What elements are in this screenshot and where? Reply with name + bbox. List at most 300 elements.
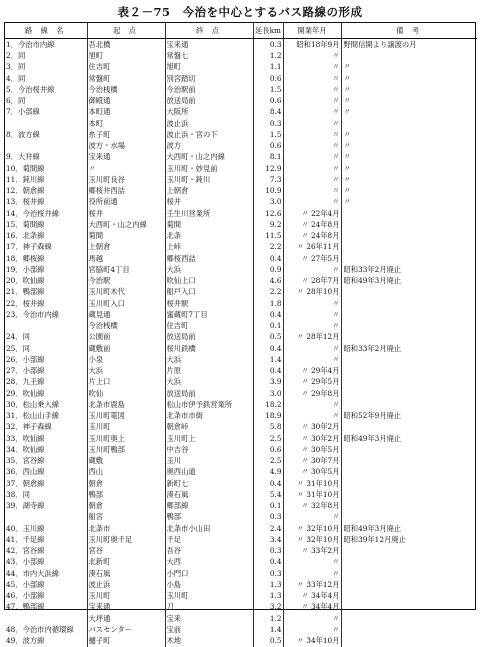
note-cell — [341, 365, 477, 376]
table-row — [5, 568, 477, 579]
col-header-start: 起 点 — [87, 23, 165, 39]
opened-cell: 〃 — [283, 264, 341, 275]
table-row — [5, 512, 477, 523]
opened-cell: 〃 24年8月 — [283, 219, 341, 230]
start-point-cell: 玉川町入口 — [87, 298, 165, 309]
opened-cell: 〃 24年8月 — [283, 230, 341, 241]
length-cell: 2.2 — [253, 242, 283, 253]
opened-cell: 〃 — [283, 613, 341, 624]
table-row — [5, 287, 477, 298]
route-name-cell: 35．宮谷線 — [6, 456, 45, 466]
table-row — [5, 264, 477, 275]
length-cell: 0.1 — [253, 500, 283, 511]
start-point-cell: 糸子町 — [87, 129, 165, 140]
table-row — [5, 500, 477, 511]
length-cell: 0.6 — [253, 95, 283, 106]
start-point-cell: 鴨部 — [87, 489, 165, 500]
note-cell — [341, 219, 477, 230]
route-name-cell: 11．鈍川線 — [6, 174, 45, 184]
start-point-cell: 玉川町奥上 — [87, 433, 165, 444]
table-row — [5, 613, 477, 624]
length-cell: 1.5 — [253, 129, 283, 140]
route-name-cell: 46．小部線 — [6, 591, 45, 601]
end-point-cell: 大阪所 — [165, 107, 253, 118]
opened-cell: 〃 — [283, 95, 341, 106]
end-point-cell: 上峠 — [165, 242, 253, 253]
table-row — [5, 489, 477, 500]
route-name-cell: 49．波方線 — [6, 636, 45, 646]
opened-cell: 〃 — [283, 62, 341, 73]
note-cell — [341, 354, 477, 365]
route-name-cell: 7．小部線 — [6, 107, 40, 117]
note-cell — [341, 50, 477, 61]
length-cell: 0.4 — [253, 557, 283, 568]
note-cell — [341, 253, 477, 264]
table-row — [5, 590, 477, 601]
note-cell — [341, 512, 477, 523]
end-point-cell: 波止浜・宮の下 — [165, 129, 253, 140]
route-name-cell — [5, 613, 87, 624]
note-cell — [341, 287, 477, 298]
end-point-cell: 朝倉峠 — [165, 422, 253, 433]
table-row — [5, 523, 477, 534]
table-row — [5, 545, 477, 556]
end-point-cell: 小門口 — [165, 568, 253, 579]
end-point-cell: 北条市小山田 — [165, 523, 253, 534]
end-point-cell: 放送局前 — [165, 95, 253, 106]
start-point-cell: 大坪通 — [87, 613, 165, 624]
end-point-cell: 今治駅前 — [165, 84, 253, 95]
opened-cell: 〃 — [283, 298, 341, 309]
length-cell: 1.2 — [253, 613, 283, 624]
route-name-cell: 6．同 — [6, 96, 26, 106]
opened-cell: 〃 — [283, 185, 341, 196]
route-name-cell: 14．今治桜井線 — [6, 208, 60, 218]
opened-cell: 〃 30年2月 — [283, 433, 341, 444]
start-point-cell: 宮脇町4丁目 — [87, 264, 165, 275]
opened-cell: 〃 31年10月 — [283, 489, 341, 500]
route-name-cell: 10．菊間線 — [6, 163, 45, 173]
start-point-cell: 宝来通 — [87, 152, 165, 163]
opened-cell: 〃 — [283, 163, 341, 174]
start-point-cell: 住吉町 — [87, 62, 165, 73]
route-name-cell: 3．同 — [6, 62, 26, 72]
table-row — [5, 354, 477, 365]
opened-cell: 〃 — [283, 354, 341, 365]
opened-cell: 〃 — [283, 84, 341, 95]
length-cell: 2.5 — [253, 455, 283, 466]
length-cell: 5.8 — [253, 422, 283, 433]
start-point-cell: 本町 — [87, 118, 165, 129]
length-cell: 2.4 — [253, 523, 283, 534]
table-row — [5, 208, 477, 219]
end-point-cell: 宝来通 — [165, 39, 253, 51]
note-cell: 昭和49年3月廃止 — [341, 433, 477, 444]
start-point-cell: 宝来通 — [87, 602, 165, 613]
length-cell: 1.4 — [253, 624, 283, 635]
route-name-cell: 33．吹仙線 — [6, 433, 45, 443]
note-cell: 〃 — [341, 129, 477, 140]
length-cell: 0.4 — [253, 365, 283, 376]
table-row — [5, 118, 477, 129]
start-point-cell: 波止浜 — [87, 579, 165, 590]
length-cell: 18.9 — [253, 410, 283, 421]
note-cell — [341, 422, 477, 433]
length-cell: 2.2 — [253, 287, 283, 298]
note-cell — [341, 557, 477, 568]
route-name-cell: 19．小部線 — [6, 264, 45, 274]
length-cell: 9.2 — [253, 219, 283, 230]
route-name-cell: 36．西山線 — [6, 467, 45, 477]
opened-cell: 〃 — [283, 197, 341, 208]
end-point-cell: 旭町 — [165, 62, 253, 73]
opened-cell: 〃 29年5月 — [283, 377, 341, 388]
start-point-cell: 公園前 — [87, 332, 165, 343]
length-cell: 4.6 — [253, 275, 283, 286]
route-name-cell — [5, 512, 87, 523]
start-point-cell: 玉川町鴨部 — [87, 444, 165, 455]
length-cell: 0.4 — [253, 309, 283, 320]
end-point-cell: 波方 — [165, 140, 253, 151]
opened-cell: 〃 — [283, 174, 341, 185]
route-name-cell: 4．同 — [6, 73, 26, 83]
note-cell — [341, 444, 477, 455]
table-row — [5, 410, 477, 421]
end-point-cell: 船戸入口 — [165, 287, 253, 298]
table-row — [5, 84, 477, 95]
end-point-cell: 湊石風 — [165, 489, 253, 500]
end-point-cell: 壬生川営業所 — [165, 208, 253, 219]
start-point-cell: 桜井 — [87, 208, 165, 219]
end-point-cell: 中吉谷 — [165, 444, 253, 455]
table-row — [5, 95, 477, 106]
start-point-cell: 今治駅 — [87, 275, 165, 286]
start-point-cell: 宮谷 — [87, 545, 165, 556]
opened-cell: 〃 — [283, 320, 341, 331]
end-point-cell: 新町七 — [165, 478, 253, 489]
table-row — [5, 635, 477, 646]
note-cell: 〃 — [341, 140, 477, 151]
end-point-cell: 木地 — [165, 635, 253, 646]
end-point-cell: 玉川町 — [165, 590, 253, 601]
start-point-cell: 北新町 — [87, 557, 165, 568]
col-header-opened: 開業年月 — [283, 23, 341, 39]
note-cell: 昭和52年9月廃止 — [341, 410, 477, 421]
length-cell: 0.6 — [253, 73, 283, 84]
end-point-cell: 大浜 — [165, 377, 253, 388]
route-name-cell: 44．市内大浜線 — [6, 568, 60, 578]
route-name-cell: 22．桜井線 — [6, 298, 45, 308]
end-point-cell: 松山市伊予鉄営業所 — [165, 399, 253, 410]
table-row — [5, 579, 477, 590]
length-cell: 3.0 — [253, 388, 283, 399]
opened-cell: 〃 — [283, 343, 341, 354]
note-cell — [341, 332, 477, 343]
note-cell — [341, 568, 477, 579]
opened-cell: 〃 — [283, 107, 341, 118]
note-cell: 〃 — [341, 152, 477, 163]
end-point-cell: 波止浜 — [165, 118, 253, 129]
route-name-cell: 30．松山乗入線 — [6, 399, 60, 409]
end-point-cell: 放送局前 — [165, 332, 253, 343]
note-cell: 昭和49年3月廃止 — [341, 275, 477, 286]
start-point-cell: 馬越 — [87, 253, 165, 264]
length-cell: 0.9 — [253, 264, 283, 275]
start-point-cell: 玉川町電図 — [87, 410, 165, 421]
note-cell — [341, 298, 477, 309]
start-point-cell: 湊石風 — [87, 568, 165, 579]
route-name-cell: 25．同 — [6, 343, 30, 353]
length-cell: 1.2 — [253, 50, 283, 61]
opened-cell: 昭和18年9月 — [283, 39, 341, 51]
route-name-cell: 34．吹仙線 — [6, 444, 45, 454]
end-point-cell: 宝来 — [165, 613, 253, 624]
note-cell: 〃 — [341, 174, 477, 185]
route-name-cell: 39．湖寺線 — [6, 501, 45, 511]
opened-cell: 〃 — [283, 73, 341, 84]
note-cell — [341, 388, 477, 399]
opened-cell: 〃 30年5月 — [283, 444, 341, 455]
end-point-cell: 北条 — [165, 230, 253, 241]
start-point-cell: 船宮 — [87, 512, 165, 523]
length-cell: 8.4 — [253, 107, 283, 118]
route-name-cell: 41．千足線 — [6, 534, 45, 544]
length-cell: 10.9 — [253, 185, 283, 196]
length-cell: 0.5 — [253, 635, 283, 646]
end-point-cell: 大西 — [165, 557, 253, 568]
opened-cell: 〃 28年10月 — [283, 287, 341, 298]
table-row — [5, 467, 477, 478]
start-point-cell: 郷桜井西詰 — [87, 185, 165, 196]
note-cell — [341, 320, 477, 331]
route-name-cell: 1．今治市内線 — [6, 39, 55, 49]
start-point-cell: 本町通 — [87, 107, 165, 118]
table-body — [5, 39, 477, 647]
length-cell: 0.6 — [253, 444, 283, 455]
route-name-cell: 27．小部線 — [6, 366, 45, 376]
end-point-cell: 吹仙上口 — [165, 275, 253, 286]
length-cell: 0.5 — [253, 332, 283, 343]
start-point-cell: バスセンター — [87, 624, 165, 635]
col-header-notes: 備 考 — [341, 23, 477, 39]
opened-cell: 〃 34年4月 — [283, 590, 341, 601]
start-point-cell: 今治桟橋 — [87, 84, 165, 95]
table-row — [5, 107, 477, 118]
table-row — [5, 185, 477, 196]
length-cell: 0.3 — [253, 512, 283, 523]
table-row — [5, 275, 477, 286]
end-point-cell: 別宮踏切 — [165, 73, 253, 84]
length-cell: 0.6 — [253, 140, 283, 151]
opened-cell: 〃 26年11月 — [283, 242, 341, 253]
route-name-cell: 13．桜井線 — [6, 197, 45, 207]
table-row — [5, 39, 477, 51]
end-point-cell: 桜井 — [165, 197, 253, 208]
note-cell: 昭和33年2月廃止 — [341, 264, 477, 275]
length-cell: 7.3 — [253, 174, 283, 185]
start-point-cell: 菊間 — [87, 230, 165, 241]
end-point-cell: 千足 — [165, 534, 253, 545]
note-cell — [341, 635, 477, 646]
route-name-cell: 24．同 — [6, 332, 30, 342]
start-point-cell: 常盤町 — [87, 73, 165, 84]
opened-cell: 〃 28年7月 — [283, 275, 341, 286]
end-point-cell: 桜川鉄橋 — [165, 343, 253, 354]
note-cell — [341, 309, 477, 320]
start-point-cell: 吹仙 — [87, 388, 165, 399]
table-row — [5, 478, 477, 489]
route-name-cell: 9．大井線 — [6, 152, 40, 162]
end-point-cell: 郷部線 — [165, 500, 253, 511]
length-cell: 1.8 — [253, 298, 283, 309]
note-cell — [341, 613, 477, 624]
table-row — [5, 433, 477, 444]
start-point-cell: 玉川町木代 — [87, 287, 165, 298]
route-name-cell: 20．吹仙線 — [6, 276, 45, 286]
table-row — [5, 298, 477, 309]
length-cell: 0.4 — [253, 343, 283, 354]
route-name-cell — [5, 320, 87, 331]
length-cell: 1.4 — [253, 354, 283, 365]
route-name-cell: 48．今治市内循環線 — [6, 624, 74, 634]
start-point-cell: 玉川町良谷 — [87, 174, 165, 185]
start-point-cell: 大浜 — [87, 365, 165, 376]
length-cell: 8.1 — [253, 152, 283, 163]
opened-cell: 〃 29年4月 — [283, 365, 341, 376]
opened-cell: 〃 32年10月 — [283, 523, 341, 534]
table-title: 表２－75 今治を中心とするバス路線の形成 — [117, 5, 363, 19]
end-point-cell: 大西町・山之内線 — [165, 152, 253, 163]
opened-cell: 〃 — [283, 129, 341, 140]
route-name-cell: 29．吹仙線 — [6, 388, 45, 398]
end-point-cell: 玉川町上 — [165, 433, 253, 444]
route-name-cell: 37．朝倉線 — [6, 478, 45, 488]
col-header-route: 路 線 名 — [5, 23, 87, 39]
start-point-cell: 旭町 — [87, 50, 165, 61]
start-point-cell: 上朝倉 — [87, 242, 165, 253]
opened-cell: 〃 33年12月 — [283, 579, 341, 590]
end-point-cell: 奥西山道 — [165, 467, 253, 478]
note-cell — [341, 489, 477, 500]
route-name-cell: 38．同 — [6, 489, 30, 499]
start-point-cell: 蔵見通 — [87, 309, 165, 320]
route-name-cell: 5．今治桜井線 — [6, 84, 55, 94]
length-cell: 0.1 — [253, 320, 283, 331]
end-point-cell: 放送局前 — [165, 388, 253, 399]
start-point-cell: 御殿通 — [87, 95, 165, 106]
length-cell: 1.3 — [253, 579, 283, 590]
note-cell: 野間信開より譲渡の月 — [341, 39, 477, 51]
table-row — [5, 140, 477, 151]
table-frame — [4, 22, 476, 646]
end-point-cell: 片原 — [165, 365, 253, 376]
end-point-cell: 桜井駅 — [165, 298, 253, 309]
start-point-cell: 西山 — [87, 467, 165, 478]
length-cell: 0.4 — [253, 478, 283, 489]
table-row — [5, 365, 477, 376]
table-row — [5, 73, 477, 84]
note-cell: 昭和49年3月廃止 — [341, 523, 477, 534]
opened-cell: 〃 29年8月 — [283, 388, 341, 399]
route-name-cell: 47．鴨部線 — [6, 602, 45, 612]
start-point-cell: 北条市 — [87, 523, 165, 534]
note-cell — [341, 118, 477, 129]
length-cell: 0.4 — [253, 253, 283, 264]
start-point-cell: 小泉 — [87, 354, 165, 365]
opened-cell: 〃 — [283, 557, 341, 568]
route-name-cell: 16．北条線 — [6, 231, 45, 241]
start-point-cell: 北条市鹿島 — [87, 399, 165, 410]
length-cell: 1.5 — [253, 84, 283, 95]
opened-cell: 〃 34年4月 — [283, 602, 341, 613]
opened-cell: 〃 22年4月 — [283, 208, 341, 219]
start-point-cell: 玉川町 — [87, 422, 165, 433]
note-cell: 昭和33年2月廃止 — [341, 343, 477, 354]
opened-cell: 〃 33年2月 — [283, 545, 341, 556]
note-cell — [341, 478, 477, 489]
table-row — [5, 444, 477, 455]
start-point-cell: 樋子町 — [87, 635, 165, 646]
end-point-cell: 刀 — [165, 602, 253, 613]
table-row — [5, 152, 477, 163]
start-point-cell: 朝倉 — [87, 500, 165, 511]
length-cell: 3.0 — [253, 197, 283, 208]
route-name-cell: 31．松山山手線 — [6, 411, 60, 421]
header-row — [5, 23, 477, 39]
table-row — [5, 253, 477, 264]
length-cell: 12.6 — [253, 208, 283, 219]
table-row — [5, 343, 477, 354]
opened-cell: 〃 32年8月 — [283, 500, 341, 511]
length-cell: 0.3 — [253, 39, 283, 51]
note-cell: 〃 — [341, 62, 477, 73]
opened-cell: 〃 — [283, 152, 341, 163]
end-point-cell: 小島 — [165, 579, 253, 590]
note-cell — [341, 579, 477, 590]
length-cell: 3.2 — [253, 602, 283, 613]
end-point-cell: 玉川町・妙見前 — [165, 163, 253, 174]
table-row — [5, 602, 477, 613]
end-point-cell: 宝前 — [165, 624, 253, 635]
length-cell: 5.4 — [253, 489, 283, 500]
note-cell — [341, 590, 477, 601]
opened-cell: 〃 — [283, 50, 341, 61]
length-cell: 11.5 — [253, 230, 283, 241]
note-cell — [341, 242, 477, 253]
route-name-cell: 18．郷桜線 — [6, 253, 45, 263]
col-header-length: 延長km — [253, 23, 283, 39]
end-point-cell: 住吉町 — [165, 320, 253, 331]
start-point-cell: 吾北橋 — [87, 39, 165, 51]
table-row — [5, 422, 477, 433]
opened-cell: 〃 — [283, 512, 341, 523]
start-point-cell: 波方・水場 — [87, 140, 165, 151]
note-cell: 〃 — [341, 185, 477, 196]
length-cell: 3.9 — [253, 377, 283, 388]
note-cell — [341, 602, 477, 613]
table-row — [5, 534, 477, 545]
opened-cell: 〃 34年10月 — [283, 635, 341, 646]
route-table — [5, 23, 477, 647]
opened-cell: 〃 — [283, 118, 341, 129]
end-point-cell: 鴨部 — [165, 512, 253, 523]
route-name-cell — [5, 118, 87, 129]
start-point-cell: 玉川町奥千足 — [87, 534, 165, 545]
note-cell: 〃 — [341, 95, 477, 106]
note-cell: 〃 — [341, 107, 477, 118]
table-row — [5, 174, 477, 185]
opened-cell: 〃 32年10月 — [283, 534, 341, 545]
